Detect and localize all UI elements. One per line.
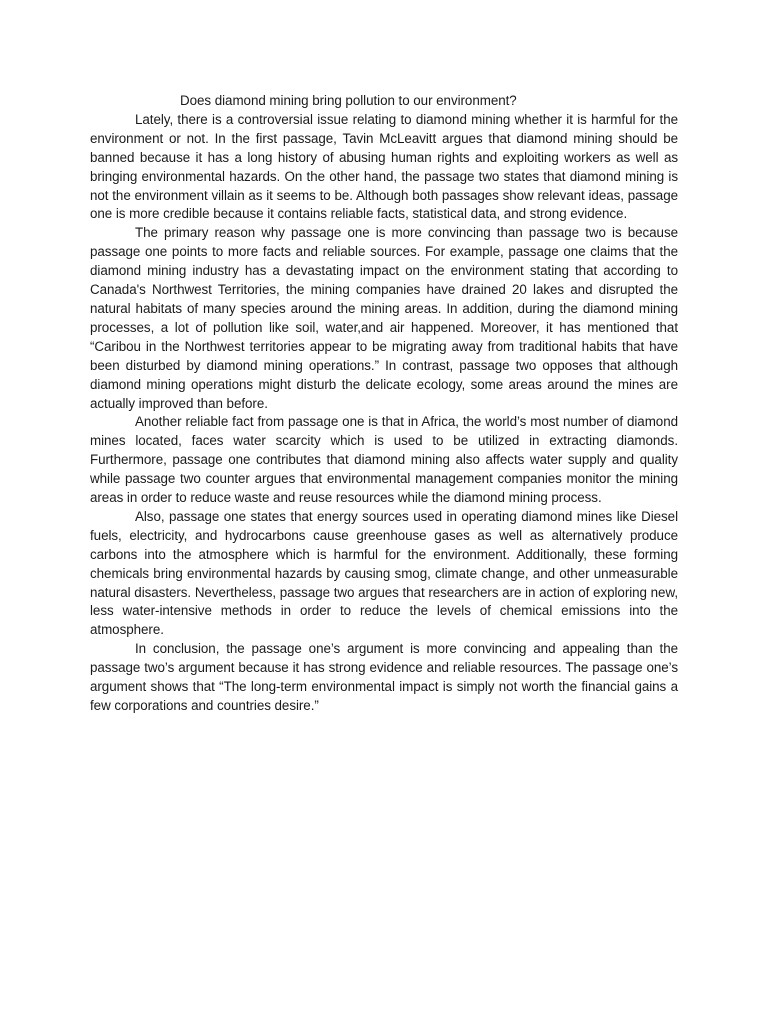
paragraph-energy-sources: Also, passage one states that energy sources used in operating diamond mines like Diesel fuels, electricity, and hydrocarbons cause greenhouse gases as well as alternatively produce carbons into the atmosphere which is harmful for the environment. Additionally, these forming chemicals bring environmental hazards by causing smog, climate change, and other unmeasurable natural disasters. Nevertheless, passage two argues that researchers are in action of exploring new, less water-intensive methods in order to reduce the levels of chemical emissions into the atmosphere. (90, 508, 678, 638)
document-body (90, 92, 678, 716)
paragraph-introduction: Lately, there is a controversial issue relating to diamond mining whether it is harmful for the environment or not. In the first passage, Tavin McLeavitt argues that diamond mining should be banned because it has a long history of abusing human rights and exploiting workers as well as bringing environmental hazards. On the other hand, the passage two states that diamond mining is not the environment villain as it seems to be. Although both passages show relevant ideas, passage one is more credible because it contains reliable facts, statistical data, and strong evidence. (90, 111, 678, 222)
paragraph-conclusion: In conclusion, the passage one’s argument is more convincing and appealing than the passage two’s argument because it has strong evidence and reliable resources. The passage one’s argument shows that “The long-term environmental impact is simply not worth the financial gains a few corporations and countries desire.” (90, 641, 678, 713)
document-title: Does diamond mining bring pollution to our environment? (180, 93, 517, 108)
paragraph-primary-reason: The primary reason why passage one is more convincing than passage two is because passage one points to more facts and reliable sources. For example, passage one claims that the diamond mining industry has a devastating impact on the environment stating that according to Canada's Northwest Territories, the mining companies have drained 20 lakes and disrupted the natural habitats of many species around the mining areas. In addition, during the diamond mining processes, a lot of pollution like soil, water,and air happened. Moreover, it has mentioned that “Caribou in the Northwest territories appear to be migrating away from traditional habits that have been disturbed by diamond mining operations.” In contrast, passage two opposes that although diamond mining operations might disturb the delicate ecology, some areas around the mines are actually improved than before. (90, 225, 678, 411)
paragraph-water-scarcity: Another reliable fact from passage one is that in Africa, the world’s most number of diamond mines located, faces water scarcity which is used to be utilized in extracting diamonds. Furthermore, passage one contributes that diamond mining also affects water supply and quality while passage two counter argues that environmental management companies monitor the mining areas in order to reduce waste and reuse resources while the diamond mining process. (90, 414, 678, 506)
